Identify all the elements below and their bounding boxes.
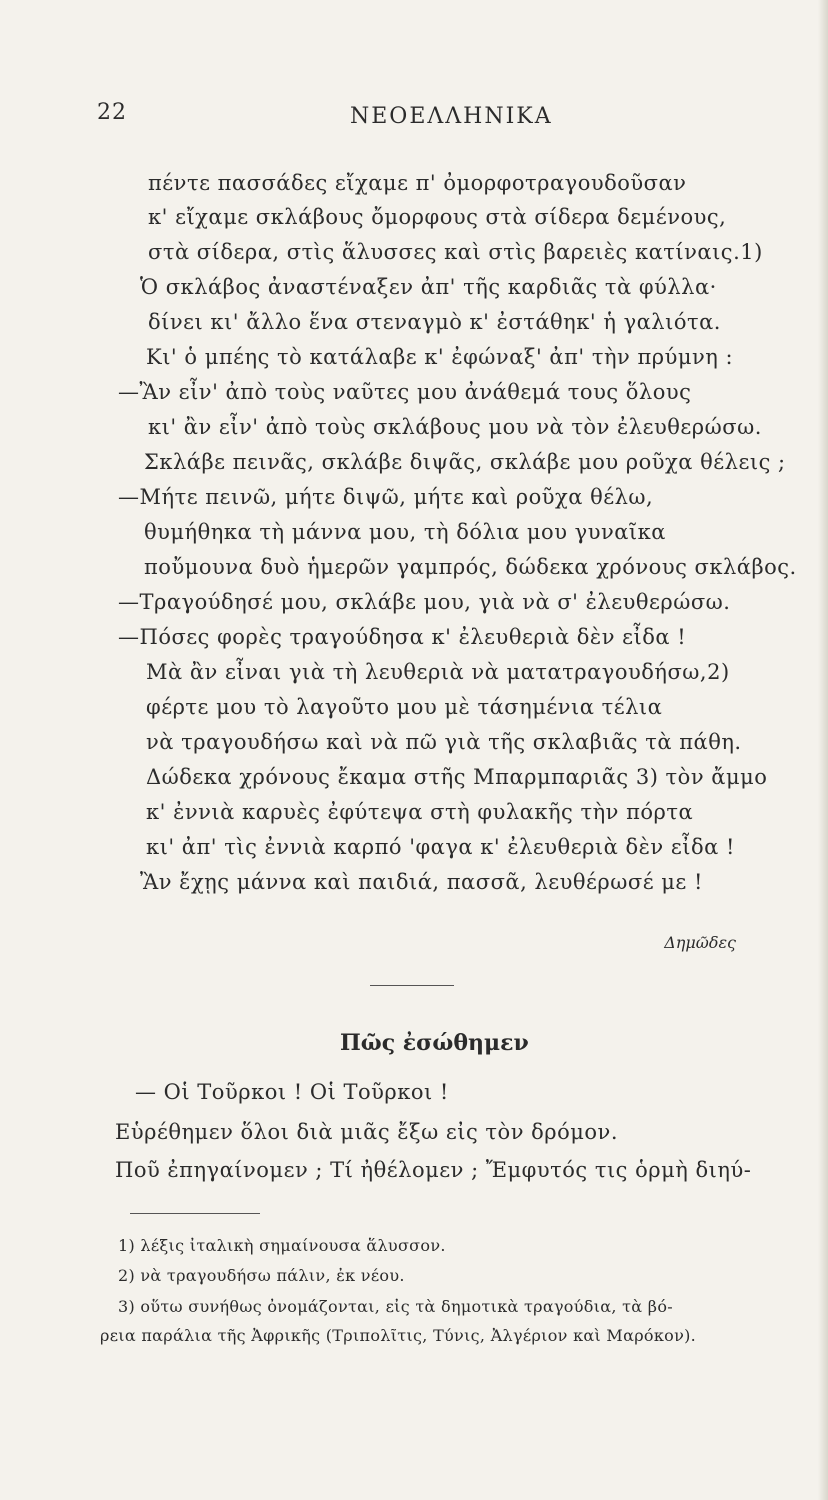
poem-line: —Μήτε πεινῶ, μήτε διψῶ, μήτε καὶ ροῦχα θέλω, [118, 485, 654, 509]
page-edge-shadow [818, 0, 828, 1500]
footnote: 2) νὰ τραγουδήσω πάλιν, ἐκ νέου. [118, 1266, 405, 1285]
poem-source: Δημῶδες [664, 933, 736, 952]
footnote-divider [130, 1213, 260, 1214]
poem-line: Ὁ σκλάβος ἀναστέναξεν ἀπ' τῆς καρδιᾶς τὰ φύλλα· [140, 275, 717, 299]
prose-line: — Οἱ Τοῦρκοι ! Οἱ Τοῦρκοι ! [135, 1080, 449, 1104]
poem-line: στὰ σίδερα, στὶς ἅλυσσες καὶ στὶς βαρειὲς κατίναις.1) [148, 240, 763, 264]
poem-line: θυμήθηκα τὴ μάννα μου, τὴ δόλια μου γυναῖκα [144, 520, 666, 544]
poem-line: —Ἂν εἶν' ἀπὸ τοὺς ναῦτες μου ἀνάθεμά τους ὅλους [118, 380, 692, 404]
poem-line: πέντε πασσάδες εἴχαμε π' ὀμορφοτραγουδοῦσαν [148, 171, 687, 195]
poem-line: κ' εἴχαμε σκλάβους ὄμορφους στὰ σίδερα δεμένους, [148, 205, 727, 229]
footnote: ρεια παράλια τῆς Ἀφρικῆς (Τριπολῖτις, Τύνις, Ἀλγέριον καὶ Μαρόκον). [100, 1326, 697, 1345]
poem-line: νὰ τραγουδήσω καὶ νὰ πῶ γιὰ τῆς σκλαβιᾶς τὰ πάθη. [146, 730, 742, 754]
poem-line: δίνει κι' ἄλλο ἕνα στεναγμὸ κ' ἐστάθηκ' ἡ γαλιότα. [148, 310, 721, 334]
poem-line: Δώδεκα χρόνους ἔκαμα στῆς Μπαρμπαριᾶς 3) τὸν ἄμμο [146, 765, 768, 789]
poem-line: Ἂν ἔχῃς μάννα καὶ παιδιά, πασσᾶ, λευθέρωσέ με ! [140, 870, 703, 894]
poem-line: κι' ἂν εἶν' ἀπὸ τοὺς σκλάβους μου νὰ τὸν ἐλευθερώσω. [148, 415, 762, 439]
running-title: ΝΕΟΕΛΛΗΝΙΚΑ [350, 104, 553, 129]
page-header [0, 100, 828, 140]
poem-line: ποὔμουνα δυὸ ἡμερῶν γαμπρός, δώδεκα χρόνους σκλάβος. [144, 555, 797, 579]
section-title: Πῶς ἐσώθημεν [340, 1030, 529, 1056]
footnote: 1) λέξις ἰταλικὴ σημαίνουσα ἅλυσσον. [118, 1236, 446, 1255]
poem-line: —Τραγούδησέ μου, σκλάβε μου, γιὰ νὰ σ' ἐλευθερώσω. [118, 590, 731, 614]
page-number: 22 [97, 100, 127, 125]
poem-line: —Πόσες φορὲς τραγούδησα κ' ἐλευθεριὰ δὲν εἶδα ! [118, 625, 687, 649]
poem-line: Σκλάβε πεινᾶς, σκλάβε διψᾶς, σκλάβε μου ροῦχα θέλεις ; [144, 450, 786, 474]
footnote: 3) οὕτω συνήθως ὀνομάζονται, εἰς τὰ δημοτικὰ τραγούδια, τὰ βό- [118, 1297, 673, 1316]
poem-line: κ' ἐννιὰ καρυὲς ἐφύτεψα στὴ φυλακῆς τὴν πόρτα [146, 800, 694, 824]
poem-line: κι' ἀπ' τὶς ἐννιὰ καρπό 'φαγα κ' ἐλευθεριὰ δὲν εἶδα ! [146, 835, 735, 859]
poem-line: Μὰ ἂν εἶναι γιὰ τὴ λευθεριὰ νὰ ματατραγουδήσω,2) [146, 660, 730, 684]
poem-line: φέρτε μου τὸ λαγοῦτο μου μὲ τάσημένια τέλια [146, 695, 663, 719]
poem-line: Κι' ὁ μπέης τὸ κατάλαβε κ' ἐφώναξ' ἀπ' τὴν πρύμνη : [146, 345, 734, 369]
section-divider [370, 985, 454, 986]
prose-line: Ποῦ ἐπηγαίνομεν ; Τί ἠθέλομεν ; Ἔμφυτός τις ὁρμὴ διηύ- [115, 1158, 752, 1182]
prose-line: Εὑρέθημεν ὅλοι διὰ μιᾶς ἔξω εἰς τὸν δρόμον. [115, 1120, 619, 1144]
